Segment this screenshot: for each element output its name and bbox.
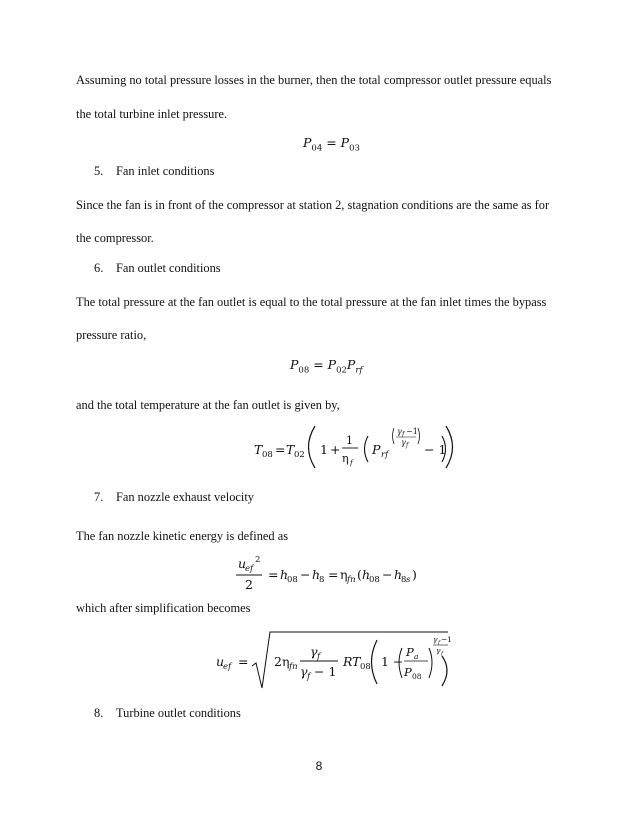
svg-text:f: f <box>441 651 444 657</box>
svg-text:T: T <box>254 442 263 457</box>
svg-text:2: 2 <box>245 577 253 592</box>
svg-text:rf: rf <box>381 450 389 460</box>
svg-text:ef: ef <box>245 564 254 574</box>
svg-text:γ: γ <box>436 646 441 655</box>
svg-text:f: f <box>406 442 409 449</box>
svg-text:f: f <box>317 652 321 662</box>
equation-p04-p03: $P_{04} = P_{03}$ <box>303 135 360 154</box>
svg-text:P: P <box>372 442 381 457</box>
svg-text:(: ( <box>357 567 362 582</box>
paragraph-text: which after simplification becomes <box>76 601 251 615</box>
svg-text:02: 02 <box>294 450 305 460</box>
svg-text:− 1: − 1 <box>424 442 447 457</box>
section-heading-6: 6. Fan outlet conditions <box>94 261 221 275</box>
svg-text:fn: fn <box>289 662 298 672</box>
svg-text:08: 08 <box>287 575 298 585</box>
equation-uef <box>214 626 454 692</box>
svg-text:h: h <box>394 567 403 582</box>
section-heading-5: 5. Fan inlet conditions <box>94 164 215 178</box>
svg-text:=: = <box>238 654 249 669</box>
svg-text:γ: γ <box>397 427 402 436</box>
svg-text:1: 1 <box>346 434 353 447</box>
svg-text:− 1: − 1 <box>314 664 337 679</box>
section-heading-7: 7. Fan nozzle exhaust velocity <box>94 490 254 504</box>
svg-text:8: 8 <box>401 575 407 585</box>
svg-text:f: f <box>307 672 311 682</box>
paragraph-text: and the total temperature at the fan outlet is given by, <box>76 398 340 412</box>
page-number: 8 <box>315 759 323 773</box>
svg-text:2η: 2η <box>274 654 290 669</box>
svg-text:η: η <box>340 567 348 582</box>
svg-text:T: T <box>352 654 361 669</box>
equation-p08: $P_{08} = P_{02}P_{rf}$ <box>290 357 363 376</box>
svg-text:−1: −1 <box>406 427 418 436</box>
paragraph-text: The fan nozzle kinetic energy is defined as <box>76 529 289 543</box>
svg-text:=: = <box>275 442 286 457</box>
paragraph-text: The total pressure at the fan outlet is equal to the total pressure at the fan inlet times the bypass <box>76 295 547 309</box>
svg-text:fn: fn <box>347 575 356 585</box>
svg-text:f: f <box>402 431 405 438</box>
svg-text:T: T <box>286 442 295 457</box>
svg-text:ef: ef <box>223 662 232 672</box>
svg-text:P: P <box>406 645 414 659</box>
svg-text:−: − <box>300 567 311 582</box>
svg-text:2: 2 <box>255 555 261 565</box>
equation-t08 <box>254 422 454 472</box>
svg-text:u: u <box>216 654 225 669</box>
svg-text:−: − <box>382 567 393 582</box>
svg-text:h: h <box>312 567 321 582</box>
svg-text:08: 08 <box>262 450 273 460</box>
svg-text:f: f <box>438 640 441 646</box>
svg-text:h: h <box>280 567 289 582</box>
paragraph-text: the compressor. <box>76 231 154 245</box>
svg-text:γ: γ <box>310 644 318 659</box>
svg-text:−1: −1 <box>441 635 453 644</box>
paragraph-text: Since the fan is in front of the compressor at station 2, stagnation conditions are the same as for <box>76 198 550 212</box>
paragraph-text: the total turbine inlet pressure. <box>76 107 228 121</box>
section-heading-8: 8. Turbine outlet conditions <box>94 706 241 720</box>
svg-text:): ) <box>412 567 417 582</box>
paragraph-text: Assuming no total pressure losses in the burner, then the total compressor outlet pressure equals <box>76 73 552 87</box>
svg-text:08: 08 <box>412 672 422 681</box>
svg-text:1: 1 <box>320 442 328 457</box>
svg-text:h: h <box>362 567 371 582</box>
svg-text:08: 08 <box>369 575 380 585</box>
svg-text:=: = <box>268 567 279 582</box>
svg-text:08: 08 <box>360 662 371 672</box>
equation-kinetic-energy <box>232 552 432 594</box>
svg-text:1 −: 1 − <box>381 654 404 669</box>
svg-text:s: s <box>406 575 411 585</box>
svg-text:γ: γ <box>401 438 406 447</box>
svg-text:γ: γ <box>433 635 438 644</box>
svg-text:+: + <box>330 442 341 457</box>
svg-text:a: a <box>414 652 419 661</box>
svg-text:f: f <box>350 458 353 467</box>
svg-text:P: P <box>404 665 412 679</box>
svg-text:8: 8 <box>319 575 325 585</box>
paragraph-text: pressure ratio, <box>76 328 147 342</box>
svg-text:η: η <box>342 452 349 465</box>
svg-text:u: u <box>238 556 247 571</box>
svg-text:γ: γ <box>300 664 308 679</box>
svg-text:=: = <box>328 567 339 582</box>
svg-text:R: R <box>343 654 353 669</box>
